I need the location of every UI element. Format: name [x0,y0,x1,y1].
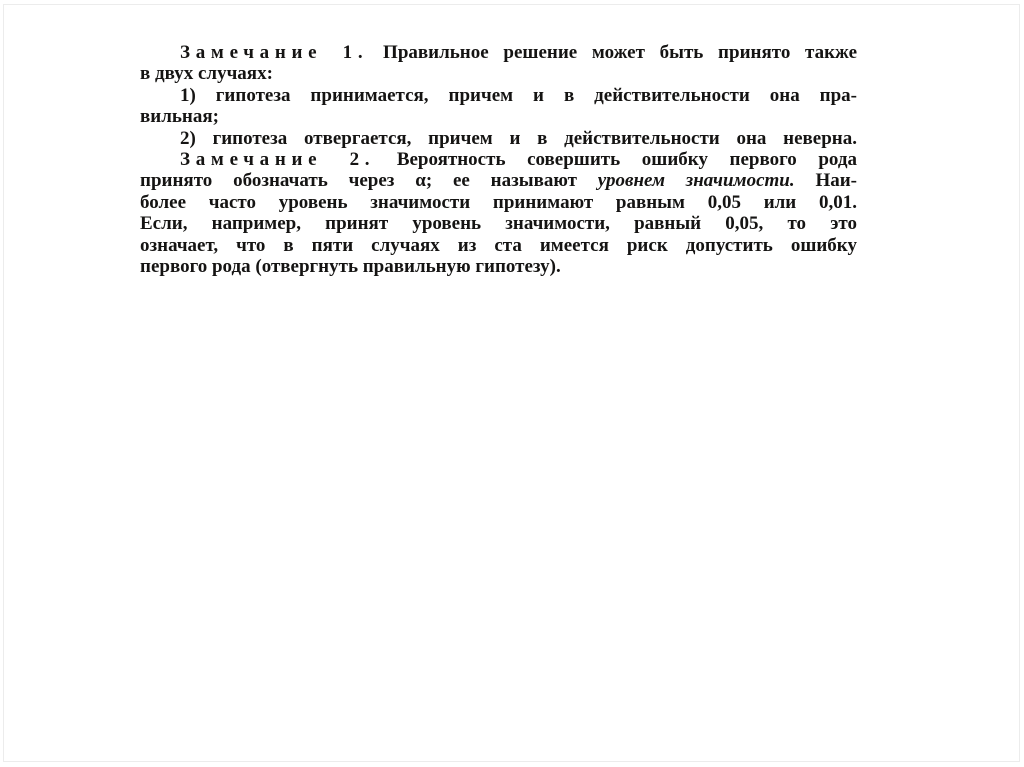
text-segment: первого рода (отвергнуть правильную гипотезу). [140,256,561,278]
text-line [140,149,857,170]
text-segment: более часто уровень значимости принимают равным 0,05 или 0,01. [140,191,857,213]
text-block [140,42,857,277]
text-line [140,192,857,213]
text-segment: вильная; [140,106,219,128]
text-segment: в двух случаях: [140,63,273,85]
text-line [140,128,857,149]
list-item-1-segment: 1) гипотеза принимается, причем и в действительности она пра- [180,84,857,106]
text-line [140,235,857,256]
text-line [140,85,857,106]
text-segment: Правильное решение может быть принято также [368,42,857,63]
text-line [140,170,857,191]
text-segment: Наи- [794,170,857,192]
remark-2-label: Замечание 2. [180,149,376,171]
text-line [140,42,857,63]
text-line [140,213,857,234]
list-item-2-segment: 2) гипотеза отвергается, причем и в действительности она неверна. [180,127,857,149]
text-segment: означает, что в пяти случаях из ста имеется риск допустить ошибку [140,234,857,256]
text-segment: Если, например, принят уровень значимости, равный 0,05, то это [140,213,857,235]
text-line [140,106,857,127]
text-segment: Вероятность совершить ошибку первого рода [375,149,857,171]
text-line [140,256,857,277]
italic-term-significance-level: уровнем значимости. [597,170,795,192]
text-segment: принято обозначать через α; ее называют [140,170,598,192]
remark-1-label: Замечание 1. [180,42,369,63]
text-line [140,63,857,84]
